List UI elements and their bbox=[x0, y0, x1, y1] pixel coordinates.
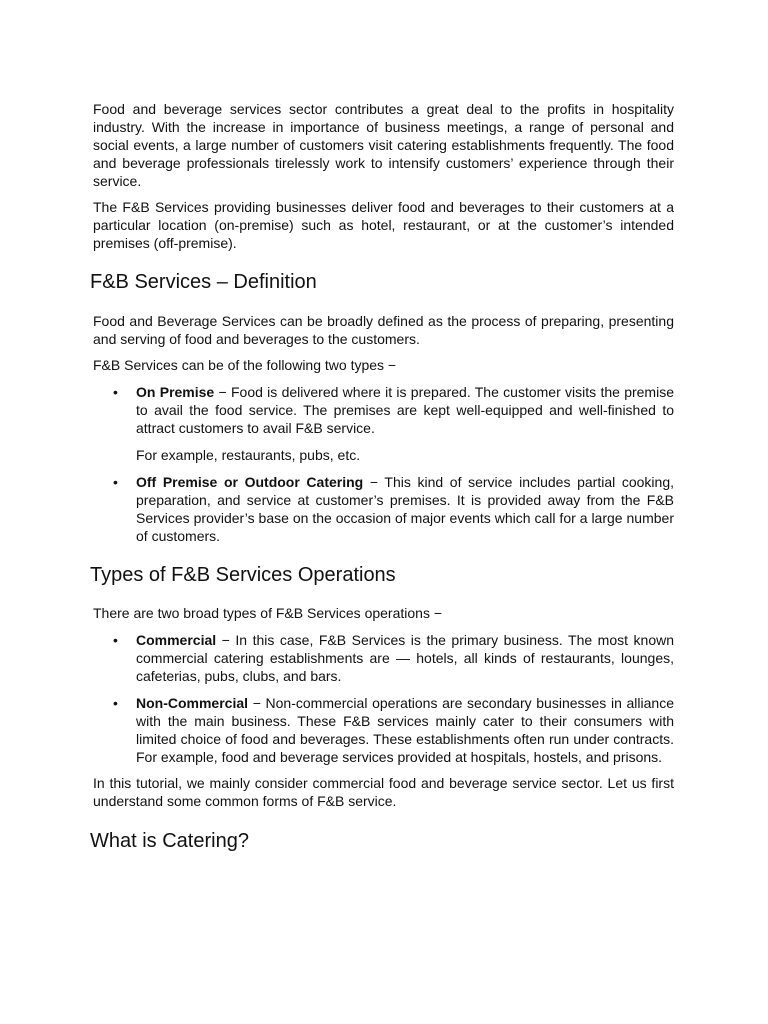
off-premise-term: Off Premise or Outdoor Catering bbox=[136, 474, 364, 490]
list-item-on-premise bbox=[93, 383, 674, 464]
on-premise-text: − Food is delivered where it is prepared. The customer visits the premise to avail the food service. The premises are kept well-equipped and well-finished to attract customers to avail F&B service. bbox=[136, 384, 674, 436]
definition-heading: F&B Services – Definition bbox=[90, 271, 317, 293]
bullet-icon: • bbox=[113, 695, 118, 711]
on-premise-example: For example, restaurants, pubs, etc. bbox=[136, 447, 361, 463]
operations-closing: In this tutorial, we mainly consider commercial food and beverage service sector. Let us first understand some common forms of F&B service. bbox=[93, 775, 674, 809]
intro-paragraph-2: The F&B Services providing businesses deliver food and beverages to their customers at a particular location (on-premise) such as hotel, restaurant, or at the customer’s intended premises (off-premise). bbox=[93, 199, 674, 251]
operations-list bbox=[93, 631, 674, 766]
list-item-commercial bbox=[93, 631, 674, 685]
definition-paragraph: Food and Beverage Services can be broadly defined as the process of preparing, presenting and serving of food and beverages to the customers. bbox=[93, 313, 674, 347]
service-types-list bbox=[93, 383, 674, 545]
list-item-off-premise bbox=[93, 473, 674, 545]
non-commercial-text: − Non-commercial operations are secondary businesses in alliance with the main business. These F&B services mainly cater to their consumers with limited choice of food and beverages. These establishments often run under contracts. For example, food and beverage services provided at hospitals, hostels, and prisons. bbox=[136, 695, 674, 765]
definition-types-intro: F&B Services can be of the following two types − bbox=[93, 357, 397, 373]
on-premise-term: On Premise bbox=[136, 384, 215, 400]
bullet-icon: • bbox=[113, 632, 118, 648]
operations-intro: There are two broad types of F&B Services operations − bbox=[93, 605, 443, 621]
list-item-non-commercial bbox=[93, 694, 674, 766]
operations-heading: Types of F&B Services Operations bbox=[90, 564, 396, 586]
off-premise-text: − This kind of service includes partial cooking, preparation, and service at customer’s premises. It is provided away from the F&B Services provider’s base on the occasion of major events which call for a large number of customers. bbox=[136, 474, 674, 544]
document-page bbox=[90, 100, 674, 853]
commercial-term: Commercial bbox=[136, 632, 217, 648]
catering-heading: What is Catering? bbox=[90, 830, 249, 852]
commercial-text: − In this case, F&B Services is the primary business. The most known commercial catering establishments are — hotels, all kinds of restaurants, lounges, cafeterias, pubs, clubs, and bars. bbox=[136, 632, 674, 684]
bullet-icon: • bbox=[113, 384, 118, 400]
intro-paragraph-1: Food and beverage services sector contributes a great deal to the profits in hospitality industry. With the increase in importance of business meetings, a range of personal and social events, a large number of customers visit catering establishments frequently. The food and beverage professionals tirelessly work to intensify customers’ experience through their service. bbox=[93, 101, 674, 189]
bullet-icon: • bbox=[113, 474, 118, 490]
non-commercial-term: Non-Commercial bbox=[136, 695, 249, 711]
